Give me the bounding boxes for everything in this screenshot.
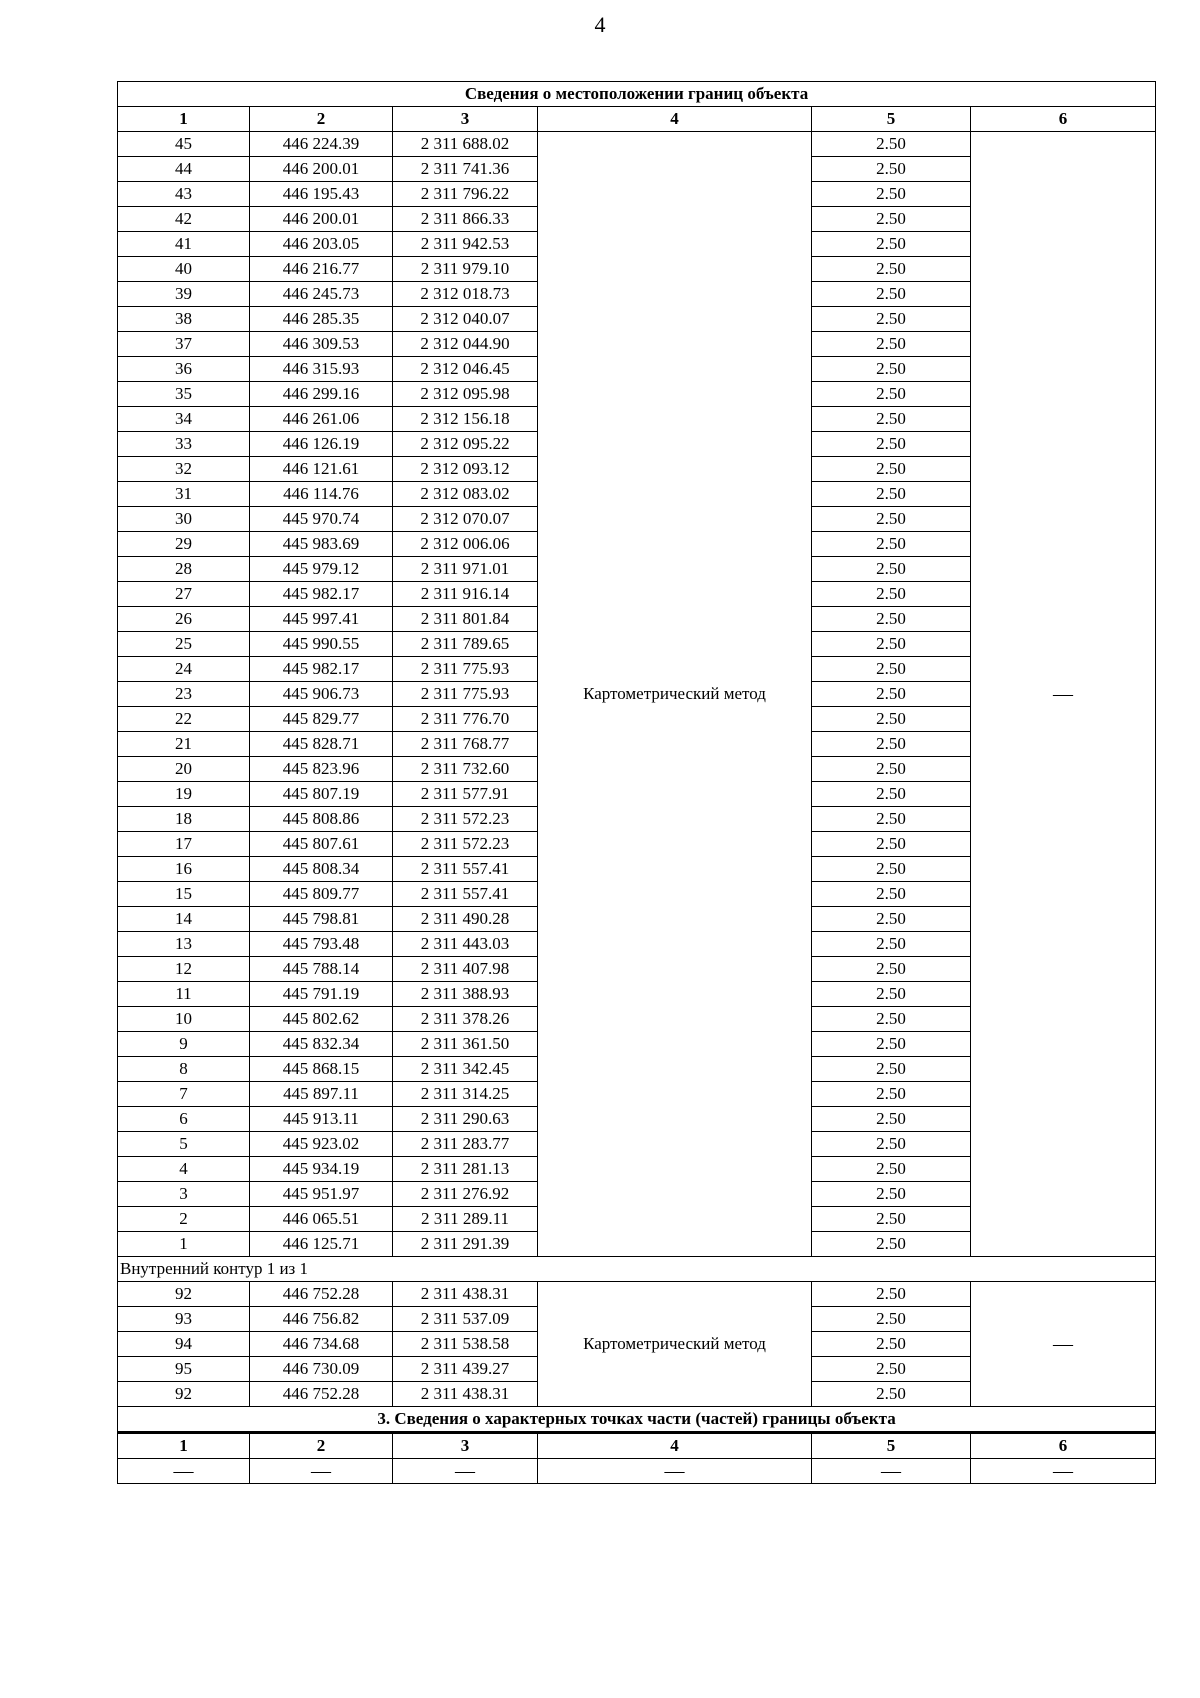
point-number-cell: 26	[118, 607, 250, 632]
x-coordinate-cell: 446 756.82	[250, 1307, 393, 1332]
x-coordinate-cell: 445 923.02	[250, 1132, 393, 1157]
y-coordinate-cell: 2 311 572.23	[393, 832, 538, 857]
point-number-cell: 41	[118, 232, 250, 257]
y-coordinate-cell: 2 311 557.41	[393, 857, 538, 882]
y-coordinate-cell: 2 312 044.90	[393, 332, 538, 357]
x-coordinate-cell: 446 315.93	[250, 357, 393, 382]
y-coordinate-cell: 2 311 732.60	[393, 757, 538, 782]
y-coordinate-cell: 2 311 490.28	[393, 907, 538, 932]
point-number-cell: 7	[118, 1082, 250, 1107]
column6-dash-cell: —	[971, 132, 1156, 1257]
y-coordinate-cell: 2 311 979.10	[393, 257, 538, 282]
x-coordinate-cell: 446 261.06	[250, 407, 393, 432]
section-3-column-header-6: 6	[971, 1433, 1156, 1459]
y-coordinate-cell: 2 311 281.13	[393, 1157, 538, 1182]
point-number-cell: 31	[118, 482, 250, 507]
x-coordinate-cell: 446 200.01	[250, 207, 393, 232]
point-number-cell: 6	[118, 1107, 250, 1132]
point-number-cell: 92	[118, 1382, 250, 1407]
y-coordinate-cell: 2 311 438.31	[393, 1282, 538, 1307]
inner-contour-label-row	[118, 1257, 1156, 1282]
accuracy-cell: 2.50	[812, 907, 971, 932]
method-cell: Картометрический метод	[538, 132, 812, 1257]
accuracy-cell: 2.50	[812, 257, 971, 282]
x-coordinate-cell: 445 823.96	[250, 757, 393, 782]
accuracy-cell: 2.50	[812, 607, 971, 632]
boundary-coordinates-table	[117, 81, 1156, 1484]
point-number-cell: 10	[118, 1007, 250, 1032]
accuracy-cell: 2.50	[812, 1032, 971, 1057]
point-number-cell: 32	[118, 457, 250, 482]
section-3-column-header-1: 1	[118, 1433, 250, 1459]
point-number-cell: 40	[118, 257, 250, 282]
x-coordinate-cell: 445 983.69	[250, 532, 393, 557]
y-coordinate-cell: 2 311 438.31	[393, 1382, 538, 1407]
point-number-cell: 14	[118, 907, 250, 932]
y-coordinate-cell: 2 312 018.73	[393, 282, 538, 307]
y-coordinate-cell: 2 311 916.14	[393, 582, 538, 607]
y-coordinate-cell: 2 311 796.22	[393, 182, 538, 207]
y-coordinate-cell: 2 311 276.92	[393, 1182, 538, 1207]
accuracy-cell: 2.50	[812, 357, 971, 382]
y-coordinate-cell: 2 312 156.18	[393, 407, 538, 432]
accuracy-cell: 2.50	[812, 132, 971, 157]
accuracy-cell: 2.50	[812, 1207, 971, 1232]
accuracy-cell: 2.50	[812, 732, 971, 757]
point-number-cell: 43	[118, 182, 250, 207]
x-coordinate-cell: 445 788.14	[250, 957, 393, 982]
column-header-6: 6	[971, 107, 1156, 132]
point-number-cell: 95	[118, 1357, 250, 1382]
point-number-cell: 18	[118, 807, 250, 832]
accuracy-cell: 2.50	[812, 232, 971, 257]
accuracy-cell: 2.50	[812, 832, 971, 857]
x-coordinate-cell: 445 913.11	[250, 1107, 393, 1132]
y-coordinate-cell: 2 311 439.27	[393, 1357, 538, 1382]
section-3-cell: —	[812, 1459, 971, 1484]
x-coordinate-cell: 445 982.17	[250, 582, 393, 607]
page-number: 4	[594, 12, 606, 37]
accuracy-cell: 2.50	[812, 182, 971, 207]
x-coordinate-cell: 445 791.19	[250, 982, 393, 1007]
x-coordinate-cell: 446 245.73	[250, 282, 393, 307]
accuracy-cell: 2.50	[812, 307, 971, 332]
y-coordinate-cell: 2 312 095.22	[393, 432, 538, 457]
point-number-cell: 44	[118, 157, 250, 182]
point-number-cell: 23	[118, 682, 250, 707]
accuracy-cell: 2.50	[812, 532, 971, 557]
accuracy-cell: 2.50	[812, 407, 971, 432]
point-number-cell: 33	[118, 432, 250, 457]
point-number-cell: 93	[118, 1307, 250, 1332]
point-number-cell: 15	[118, 882, 250, 907]
point-number-cell: 24	[118, 657, 250, 682]
table-body	[118, 82, 1156, 1484]
accuracy-cell: 2.50	[812, 932, 971, 957]
x-coordinate-cell: 445 951.97	[250, 1182, 393, 1207]
accuracy-cell: 2.50	[812, 1107, 971, 1132]
x-coordinate-cell: 445 829.77	[250, 707, 393, 732]
x-coordinate-cell: 446 126.19	[250, 432, 393, 457]
accuracy-cell: 2.50	[812, 807, 971, 832]
accuracy-cell: 2.50	[812, 657, 971, 682]
x-coordinate-cell: 446 309.53	[250, 332, 393, 357]
y-coordinate-cell: 2 311 741.36	[393, 157, 538, 182]
y-coordinate-cell: 2 311 971.01	[393, 557, 538, 582]
column6-dash-cell: —	[971, 1282, 1156, 1407]
section-3-column-header-2: 2	[250, 1433, 393, 1459]
accuracy-cell: 2.50	[812, 432, 971, 457]
point-number-cell: 3	[118, 1182, 250, 1207]
x-coordinate-cell: 446 299.16	[250, 382, 393, 407]
section-3-title-row	[118, 1407, 1156, 1433]
y-coordinate-cell: 2 312 095.98	[393, 382, 538, 407]
x-coordinate-cell: 445 828.71	[250, 732, 393, 757]
y-coordinate-cell: 2 311 378.26	[393, 1007, 538, 1032]
x-coordinate-cell: 445 808.86	[250, 807, 393, 832]
y-coordinate-cell: 2 311 407.98	[393, 957, 538, 982]
x-coordinate-cell: 445 802.62	[250, 1007, 393, 1032]
x-coordinate-cell: 445 934.19	[250, 1157, 393, 1182]
y-coordinate-cell: 2 311 342.45	[393, 1057, 538, 1082]
point-number-cell: 13	[118, 932, 250, 957]
x-coordinate-cell: 445 807.61	[250, 832, 393, 857]
x-coordinate-cell: 446 752.28	[250, 1382, 393, 1407]
point-number-cell: 5	[118, 1132, 250, 1157]
point-number-cell: 36	[118, 357, 250, 382]
point-number-cell: 39	[118, 282, 250, 307]
point-number-cell: 28	[118, 557, 250, 582]
column-header-5: 5	[812, 107, 971, 132]
x-coordinate-cell: 445 832.34	[250, 1032, 393, 1057]
x-coordinate-cell: 445 979.12	[250, 557, 393, 582]
point-number-cell: 25	[118, 632, 250, 657]
inner-contour-label: Внутренний контур 1 из 1	[118, 1257, 1156, 1282]
y-coordinate-cell: 2 311 942.53	[393, 232, 538, 257]
accuracy-cell: 2.50	[812, 632, 971, 657]
column-header-1: 1	[118, 107, 250, 132]
y-coordinate-cell: 2 311 775.93	[393, 657, 538, 682]
point-number-cell: 4	[118, 1157, 250, 1182]
x-coordinate-cell: 445 868.15	[250, 1057, 393, 1082]
y-coordinate-cell: 2 311 361.50	[393, 1032, 538, 1057]
point-number-cell: 11	[118, 982, 250, 1007]
x-coordinate-cell: 445 997.41	[250, 607, 393, 632]
accuracy-cell: 2.50	[812, 882, 971, 907]
point-number-cell: 42	[118, 207, 250, 232]
y-coordinate-cell: 2 311 538.58	[393, 1332, 538, 1357]
point-number-cell: 12	[118, 957, 250, 982]
point-number-cell: 92	[118, 1282, 250, 1307]
y-coordinate-cell: 2 311 776.70	[393, 707, 538, 732]
point-number-cell: 35	[118, 382, 250, 407]
accuracy-cell: 2.50	[812, 1007, 971, 1032]
y-coordinate-cell: 2 311 789.65	[393, 632, 538, 657]
accuracy-cell: 2.50	[812, 382, 971, 407]
y-coordinate-cell: 2 311 577.91	[393, 782, 538, 807]
accuracy-cell: 2.50	[812, 757, 971, 782]
point-number-cell: 22	[118, 707, 250, 732]
x-coordinate-cell: 446 065.51	[250, 1207, 393, 1232]
column-header-3: 3	[393, 107, 538, 132]
column-header-2: 2	[250, 107, 393, 132]
point-number-cell: 94	[118, 1332, 250, 1357]
y-coordinate-cell: 2 311 314.25	[393, 1082, 538, 1107]
section-3-cell: —	[971, 1459, 1156, 1484]
accuracy-cell: 2.50	[812, 1282, 971, 1307]
y-coordinate-cell: 2 312 093.12	[393, 457, 538, 482]
y-coordinate-cell: 2 312 046.45	[393, 357, 538, 382]
accuracy-cell: 2.50	[812, 707, 971, 732]
x-coordinate-cell: 446 125.71	[250, 1232, 393, 1257]
section-3-title: 3. Сведения о характерных точках части (частей) границы объекта	[118, 1407, 1156, 1433]
section-3-cell: —	[393, 1459, 538, 1484]
y-coordinate-cell: 2 311 572.23	[393, 807, 538, 832]
point-number-cell: 17	[118, 832, 250, 857]
accuracy-cell: 2.50	[812, 1057, 971, 1082]
x-coordinate-cell: 445 807.19	[250, 782, 393, 807]
accuracy-cell: 2.50	[812, 457, 971, 482]
x-coordinate-cell: 446 224.39	[250, 132, 393, 157]
accuracy-cell: 2.50	[812, 857, 971, 882]
y-coordinate-cell: 2 311 289.11	[393, 1207, 538, 1232]
accuracy-cell: 2.50	[812, 1232, 971, 1257]
x-coordinate-cell: 446 203.05	[250, 232, 393, 257]
table-row	[118, 1282, 1156, 1307]
x-coordinate-cell: 446 121.61	[250, 457, 393, 482]
table-row	[118, 132, 1156, 157]
accuracy-cell: 2.50	[812, 482, 971, 507]
x-coordinate-cell: 445 906.73	[250, 682, 393, 707]
point-number-cell: 2	[118, 1207, 250, 1232]
y-coordinate-cell: 2 311 688.02	[393, 132, 538, 157]
accuracy-cell: 2.50	[812, 782, 971, 807]
accuracy-cell: 2.50	[812, 332, 971, 357]
y-coordinate-cell: 2 312 070.07	[393, 507, 538, 532]
y-coordinate-cell: 2 311 443.03	[393, 932, 538, 957]
x-coordinate-cell: 446 285.35	[250, 307, 393, 332]
point-number-cell: 16	[118, 857, 250, 882]
point-number-cell: 37	[118, 332, 250, 357]
point-number-cell: 34	[118, 407, 250, 432]
y-coordinate-cell: 2 311 801.84	[393, 607, 538, 632]
x-coordinate-cell: 445 982.17	[250, 657, 393, 682]
accuracy-cell: 2.50	[812, 1307, 971, 1332]
section-title-row	[118, 82, 1156, 107]
y-coordinate-cell: 2 311 768.77	[393, 732, 538, 757]
y-coordinate-cell: 2 311 775.93	[393, 682, 538, 707]
x-coordinate-cell: 445 990.55	[250, 632, 393, 657]
method-cell: Картометрический метод	[538, 1282, 812, 1407]
x-coordinate-cell: 446 752.28	[250, 1282, 393, 1307]
accuracy-cell: 2.50	[812, 682, 971, 707]
accuracy-cell: 2.50	[812, 1382, 971, 1407]
accuracy-cell: 2.50	[812, 1182, 971, 1207]
section-3-cell: —	[250, 1459, 393, 1484]
x-coordinate-cell: 446 195.43	[250, 182, 393, 207]
accuracy-cell: 2.50	[812, 157, 971, 182]
section-3-table-row	[118, 1459, 1156, 1484]
point-number-cell: 8	[118, 1057, 250, 1082]
point-number-cell: 20	[118, 757, 250, 782]
x-coordinate-cell: 445 970.74	[250, 507, 393, 532]
point-number-cell: 30	[118, 507, 250, 532]
y-coordinate-cell: 2 312 006.06	[393, 532, 538, 557]
accuracy-cell: 2.50	[812, 1132, 971, 1157]
y-coordinate-cell: 2 311 557.41	[393, 882, 538, 907]
x-coordinate-cell: 446 114.76	[250, 482, 393, 507]
section-3-column-header-4: 4	[538, 1433, 812, 1459]
point-number-cell: 29	[118, 532, 250, 557]
accuracy-cell: 2.50	[812, 1157, 971, 1182]
y-coordinate-cell: 2 311 291.39	[393, 1232, 538, 1257]
y-coordinate-cell: 2 311 290.63	[393, 1107, 538, 1132]
point-number-cell: 19	[118, 782, 250, 807]
y-coordinate-cell: 2 312 083.02	[393, 482, 538, 507]
point-number-cell: 21	[118, 732, 250, 757]
accuracy-cell: 2.50	[812, 1357, 971, 1382]
x-coordinate-cell: 445 798.81	[250, 907, 393, 932]
x-coordinate-cell: 445 793.48	[250, 932, 393, 957]
x-coordinate-cell: 446 200.01	[250, 157, 393, 182]
x-coordinate-cell: 446 216.77	[250, 257, 393, 282]
accuracy-cell: 2.50	[812, 1082, 971, 1107]
accuracy-cell: 2.50	[812, 982, 971, 1007]
accuracy-cell: 2.50	[812, 957, 971, 982]
y-coordinate-cell: 2 311 866.33	[393, 207, 538, 232]
accuracy-cell: 2.50	[812, 207, 971, 232]
x-coordinate-cell: 446 734.68	[250, 1332, 393, 1357]
column-header-4: 4	[538, 107, 812, 132]
accuracy-cell: 2.50	[812, 1332, 971, 1357]
section-3-cell: —	[118, 1459, 250, 1484]
accuracy-cell: 2.50	[812, 557, 971, 582]
section-3-cell: —	[538, 1459, 812, 1484]
section-3-column-header-5: 5	[812, 1433, 971, 1459]
y-coordinate-cell: 2 312 040.07	[393, 307, 538, 332]
point-number-cell: 9	[118, 1032, 250, 1057]
x-coordinate-cell: 445 808.34	[250, 857, 393, 882]
point-number-cell: 1	[118, 1232, 250, 1257]
accuracy-cell: 2.50	[812, 507, 971, 532]
section-title: Сведения о местоположении границ объекта	[118, 82, 1156, 107]
accuracy-cell: 2.50	[812, 582, 971, 607]
point-number-cell: 38	[118, 307, 250, 332]
x-coordinate-cell: 445 809.77	[250, 882, 393, 907]
column-header-row	[118, 107, 1156, 132]
section-3-column-header-row	[118, 1433, 1156, 1459]
y-coordinate-cell: 2 311 283.77	[393, 1132, 538, 1157]
x-coordinate-cell: 445 897.11	[250, 1082, 393, 1107]
y-coordinate-cell: 2 311 537.09	[393, 1307, 538, 1332]
x-coordinate-cell: 446 730.09	[250, 1357, 393, 1382]
point-number-cell: 27	[118, 582, 250, 607]
point-number-cell: 45	[118, 132, 250, 157]
accuracy-cell: 2.50	[812, 282, 971, 307]
section-3-column-header-3: 3	[393, 1433, 538, 1459]
y-coordinate-cell: 2 311 388.93	[393, 982, 538, 1007]
